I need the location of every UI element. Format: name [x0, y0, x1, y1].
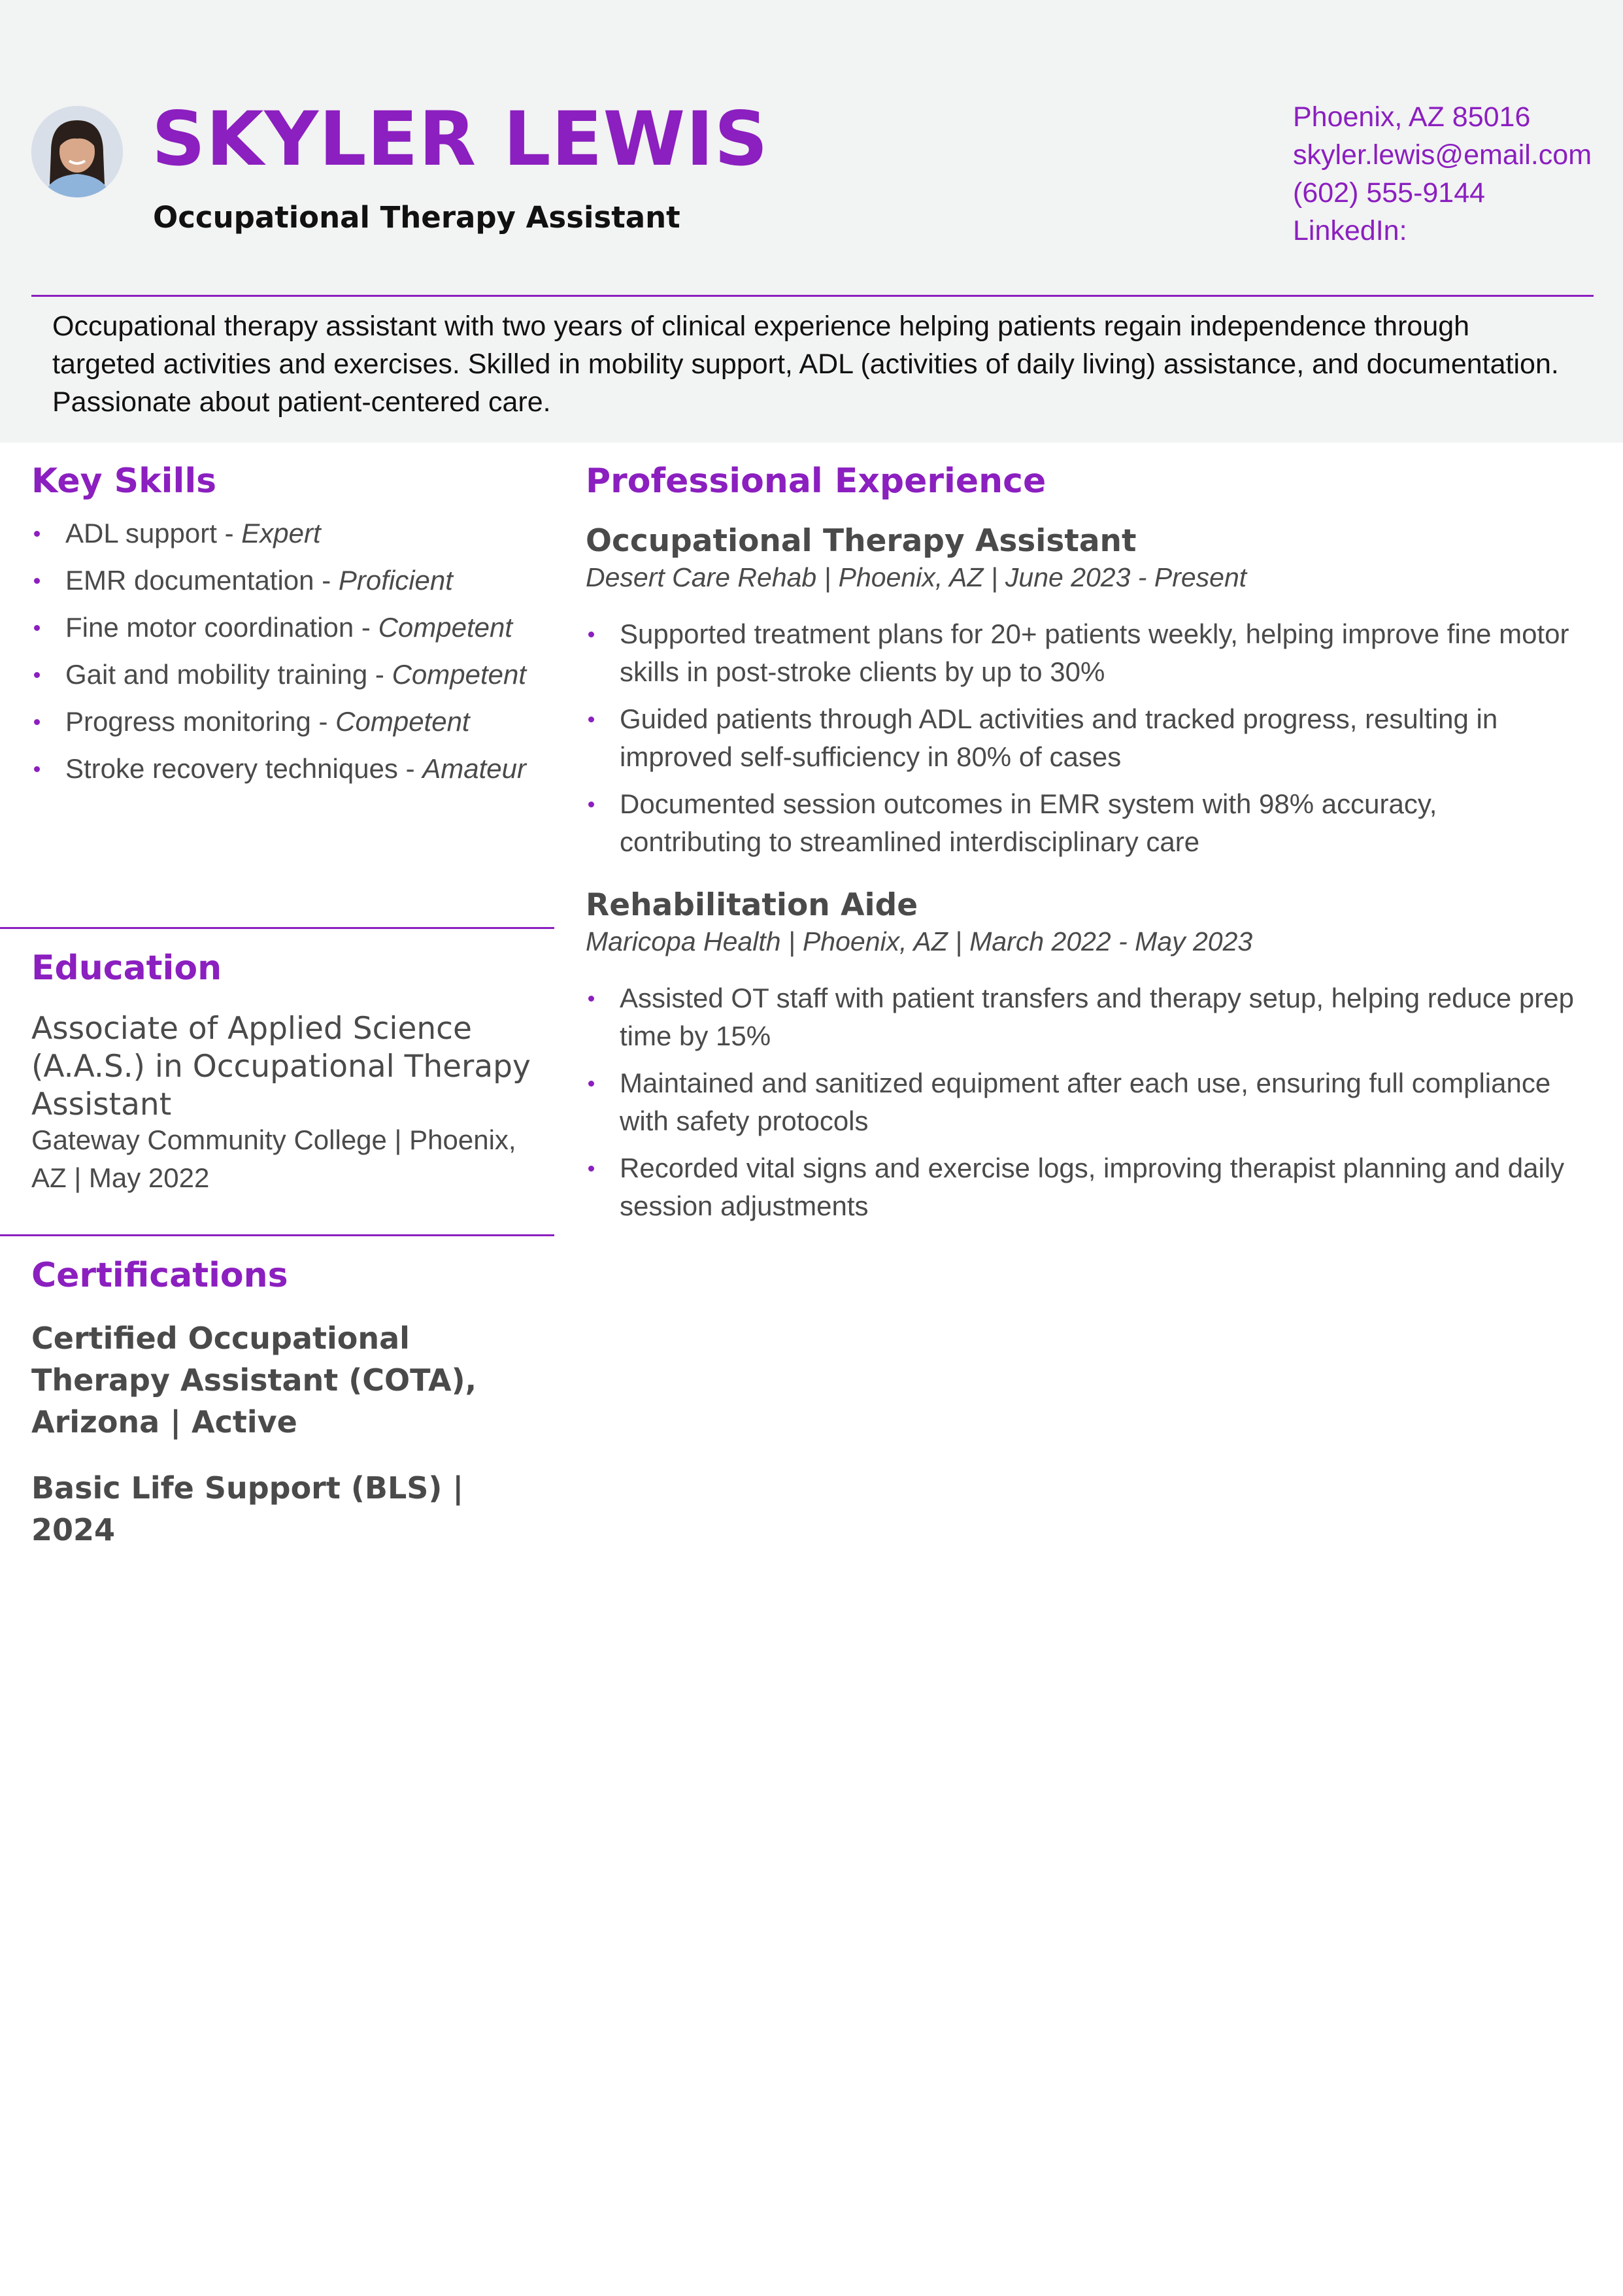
header-band: [0, 0, 1623, 443]
certifications-heading: Certifications: [31, 1256, 288, 1295]
job-bullet: Maintained and sanitized equipment after each use, ensuring full compliance with safety protocols: [586, 1064, 1579, 1140]
job-title: Rehabilitation Aide: [586, 887, 918, 923]
experience-heading: Professional Experience: [586, 462, 1046, 501]
skill-name: ADL support -: [65, 518, 242, 549]
skill-name: Stroke recovery techniques -: [65, 753, 423, 784]
skill-name: EMR documentation -: [65, 565, 339, 596]
skill-level: Competent: [392, 659, 527, 690]
skill-level: Competent: [335, 706, 470, 737]
job-meta: Maricopa Health | Phoenix, AZ | March 2022 - May 2023: [586, 926, 1253, 956]
job-bullet: Supported treatment plans for 20+ patients weekly, helping improve fine motor skills in post-stroke clients by up to 30%: [586, 615, 1579, 691]
skill-level: Proficient: [338, 565, 453, 596]
job-bullet: Recorded vital signs and exercise logs, improving therapist planning and daily session adjustments: [586, 1149, 1579, 1225]
skill-name: Gait and mobility training -: [65, 659, 392, 690]
skill-item: [31, 562, 548, 599]
contact-email[interactable]: skyler.lewis@email.com: [1293, 139, 1592, 171]
skill-item: [31, 515, 548, 552]
section-divider: [0, 927, 554, 929]
contact-block: [1293, 98, 1600, 250]
section-divider: [0, 1234, 554, 1236]
skill-item: [31, 609, 548, 647]
job-bullets: [586, 615, 1579, 870]
skills-list: [31, 515, 548, 797]
certification-item: Certified Occupational Therapy Assistant (COTA), Arizona | Active: [31, 1321, 477, 1440]
contact-linkedin[interactable]: LinkedIn:: [1293, 215, 1407, 246]
skill-level: Expert: [241, 518, 321, 549]
skill-level: Amateur: [422, 753, 526, 784]
job-meta: Desert Care Rehab | Phoenix, AZ | June 2023 - Present: [586, 562, 1247, 592]
job-bullet: Guided patients through ADL activities and tracked progress, resulting in improved self-sufficiency in 80% of cases: [586, 700, 1579, 776]
candidate-name: SKYLER LEWIS: [152, 95, 769, 182]
skills-heading: Key Skills: [31, 462, 217, 501]
contact-location: Phoenix, AZ 85016: [1293, 101, 1531, 133]
skill-item: [31, 750, 548, 788]
certification-item: Basic Life Support (BLS) | 2024: [31, 1470, 464, 1547]
profile-photo: [31, 106, 123, 197]
skill-item: [31, 703, 548, 741]
skill-level: Competent: [378, 612, 513, 643]
header-divider: [31, 295, 1594, 297]
skill-name: Progress monitoring -: [65, 706, 336, 737]
job-title: Occupational Therapy Assistant: [586, 523, 1137, 559]
education-school: Gateway Community College | Phoenix, AZ | May 2022: [31, 1124, 516, 1193]
skill-name: Fine motor coordination -: [65, 612, 378, 643]
candidate-role: Occupational Therapy Assistant: [153, 200, 680, 235]
job-bullet: Documented session outcomes in EMR system with 98% accuracy, contributing to streamlined interdisciplinary care: [586, 785, 1579, 861]
job-bullets: [586, 979, 1579, 1234]
summary-text: Occupational therapy assistant with two years of clinical experience helping patients regain independence through targeted activities and exercises. Skilled in mobility support, ADL (activities of daily living) assistance, and documentation. Passionate about patient-centered care.: [52, 311, 1559, 418]
education-heading: Education: [31, 949, 222, 988]
skill-item: [31, 656, 548, 694]
job-bullet: Assisted OT staff with patient transfers and therapy setup, helping reduce prep time by 15%: [586, 979, 1579, 1055]
education-degree: Associate of Applied Science (A.A.S.) in Occupational Therapy Assistant: [31, 1011, 531, 1123]
contact-phone[interactable]: (602) 555-9144: [1293, 177, 1486, 209]
